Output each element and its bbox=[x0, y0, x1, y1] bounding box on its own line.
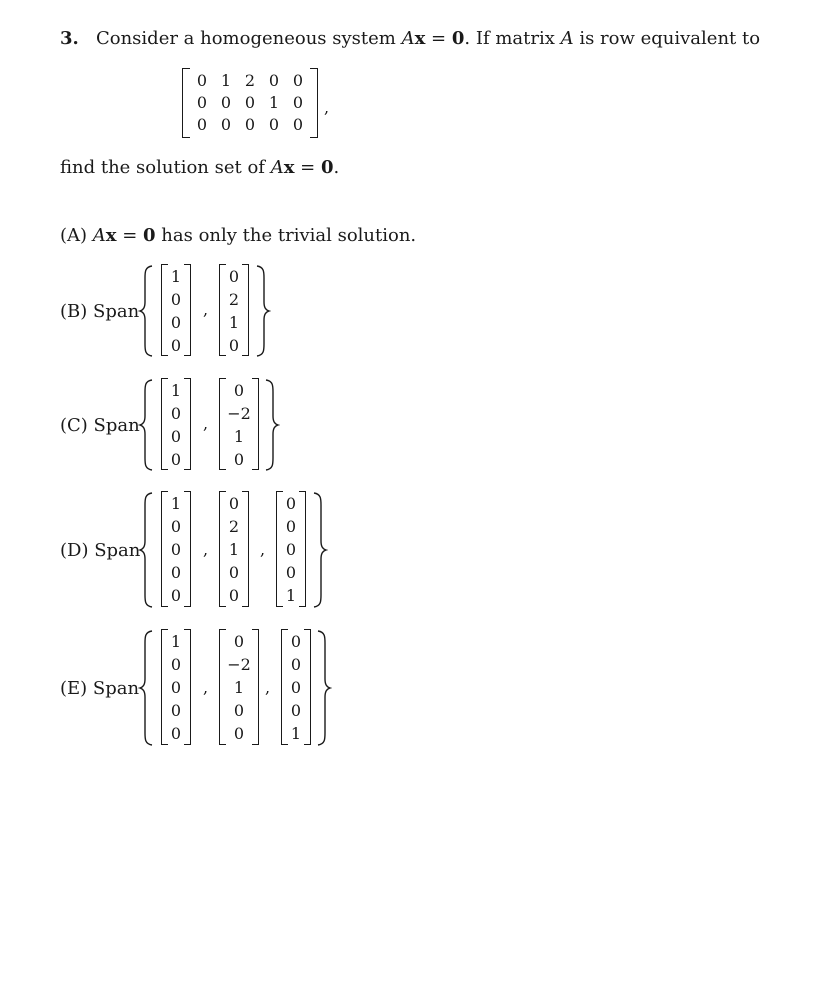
matrix-cell-r1-c4: 0 bbox=[268, 71, 280, 90]
option-a-label: (A) bbox=[60, 225, 88, 246]
matrix-cell-r3-c3: 0 bbox=[244, 115, 256, 134]
option-b-right-brace bbox=[255, 264, 271, 358]
vecD3-entry-3: 0 bbox=[285, 540, 297, 559]
option-c-label: (C) Span bbox=[60, 415, 140, 436]
vecC1-entry-3: 0 bbox=[170, 427, 182, 446]
matrix-left-bracket bbox=[182, 68, 190, 138]
vecE3-entry-3: 0 bbox=[290, 678, 302, 697]
vecE1-entry-3: 0 bbox=[170, 678, 182, 697]
option-d-comma-1: , bbox=[203, 540, 209, 559]
vecD1-entry-5: 0 bbox=[170, 586, 182, 605]
var-A: A bbox=[401, 28, 415, 49]
option-a bbox=[60, 225, 416, 246]
option-a-var-A: A bbox=[92, 225, 106, 246]
matrix-cell-r1-c3: 2 bbox=[244, 71, 256, 90]
vecD3-entry-4: 0 bbox=[285, 563, 297, 582]
option-b-comma: , bbox=[203, 300, 209, 319]
vecC2-entry-1: 0 bbox=[233, 381, 245, 400]
matrix-cell-r2-c2: 0 bbox=[220, 93, 232, 112]
vecB1-entry-2: 0 bbox=[170, 290, 182, 309]
vecE3-entry-4: 0 bbox=[290, 701, 302, 720]
option-d-right-brace bbox=[312, 491, 328, 609]
vecE2-entry-3: 1 bbox=[233, 678, 245, 697]
matrix-cell-r2-c3: 0 bbox=[244, 93, 256, 112]
find-period: . bbox=[333, 157, 340, 178]
matrix-cell-r1-c5: 0 bbox=[292, 71, 304, 90]
find-text: find the solution set of bbox=[60, 157, 271, 178]
vecE1-entry-2: 0 bbox=[170, 655, 182, 674]
option-d-label: (D) Span bbox=[60, 540, 141, 561]
row-equivalent-matrix bbox=[182, 68, 318, 138]
matrix-right-bracket bbox=[310, 68, 318, 138]
vecC2-entry-3: 1 bbox=[233, 427, 245, 446]
vecD1-entry-3: 0 bbox=[170, 540, 182, 559]
vecD2-entry-3: 1 bbox=[228, 540, 240, 559]
matrix-cell-r3-c4: 0 bbox=[268, 115, 280, 134]
find-line bbox=[60, 157, 339, 178]
vecE2-entry-2: −2 bbox=[227, 655, 251, 674]
option-e-left-brace bbox=[138, 629, 154, 747]
vecB1-entry-3: 0 bbox=[170, 313, 182, 332]
matrix-cell-r2-c4: 1 bbox=[268, 93, 280, 112]
vecC1-entry-1: 1 bbox=[170, 381, 182, 400]
var-A-3: A bbox=[270, 157, 284, 178]
vecE3-entry-2: 0 bbox=[290, 655, 302, 674]
matrix-cell-r3-c2: 0 bbox=[220, 115, 232, 134]
vecE1-entry-4: 0 bbox=[170, 701, 182, 720]
vecB2-entry-2: 2 bbox=[228, 290, 240, 309]
equals: = bbox=[425, 28, 452, 49]
option-b-label: (B) Span bbox=[60, 301, 140, 322]
equals-2: = bbox=[294, 157, 321, 178]
matrix-cell-r2-c5: 0 bbox=[292, 93, 304, 112]
question-line bbox=[60, 28, 760, 49]
var-A-2: A bbox=[560, 28, 574, 49]
var-x: x bbox=[414, 28, 426, 49]
option-e-vector-3 bbox=[281, 629, 311, 745]
vecE2-entry-1: 0 bbox=[233, 632, 245, 651]
option-a-text: has only the trivial solution. bbox=[155, 225, 417, 246]
vecB2-entry-3: 1 bbox=[228, 313, 240, 332]
option-a-zero: 0 bbox=[143, 225, 156, 246]
option-c-comma: , bbox=[203, 414, 209, 433]
vecB2-entry-1: 0 bbox=[228, 267, 240, 286]
option-c-left-brace bbox=[138, 378, 154, 472]
vecC2-entry-4: 0 bbox=[233, 450, 245, 469]
vecD1-entry-2: 0 bbox=[170, 517, 182, 536]
option-d-vector-1 bbox=[161, 491, 191, 607]
question-number: 3. bbox=[60, 28, 79, 49]
vecB2-entry-4: 0 bbox=[228, 336, 240, 355]
option-d-left-brace bbox=[138, 491, 154, 609]
vecB1-entry-1: 1 bbox=[170, 267, 182, 286]
vecE3-entry-1: 0 bbox=[290, 632, 302, 651]
matrix-cell-r2-c1: 0 bbox=[196, 93, 208, 112]
vecD2-entry-2: 2 bbox=[228, 517, 240, 536]
vecD3-entry-1: 0 bbox=[285, 494, 297, 513]
vecD2-entry-4: 0 bbox=[228, 563, 240, 582]
zero-vector-2: 0 bbox=[320, 157, 334, 178]
option-b-left-brace bbox=[138, 264, 154, 358]
option-d-comma-2: , bbox=[260, 540, 266, 559]
matrix-comma: , bbox=[324, 98, 330, 117]
vecE1-entry-1: 1 bbox=[170, 632, 182, 651]
option-a-equals: = bbox=[116, 225, 144, 246]
matrix-cell-r3-c1: 0 bbox=[196, 115, 208, 134]
vecC1-entry-2: 0 bbox=[170, 404, 182, 423]
zero-vector: 0 bbox=[451, 28, 465, 49]
vecD3-entry-2: 0 bbox=[285, 517, 297, 536]
option-c-right-brace bbox=[264, 378, 280, 472]
vecE2-entry-5: 0 bbox=[233, 724, 245, 743]
question-text-3: is row equivalent to bbox=[573, 28, 761, 49]
option-e-right-brace bbox=[316, 629, 332, 747]
option-b-vector-1 bbox=[161, 264, 191, 356]
option-e-label: (E) Span bbox=[60, 678, 140, 699]
vecC2-entry-2: −2 bbox=[227, 404, 251, 423]
option-c-vector-1 bbox=[161, 378, 191, 470]
matrix-cell-r3-c5: 0 bbox=[292, 115, 304, 134]
vecD2-entry-5: 0 bbox=[228, 586, 240, 605]
question-text-1: Consider a homogeneous system bbox=[95, 28, 402, 49]
vecD2-entry-1: 0 bbox=[228, 494, 240, 513]
option-d-vector-3 bbox=[276, 491, 306, 607]
var-x-2: x bbox=[283, 157, 295, 178]
vecE1-entry-5: 0 bbox=[170, 724, 182, 743]
vecE3-entry-5: 1 bbox=[290, 724, 302, 743]
vecD1-entry-1: 1 bbox=[170, 494, 182, 513]
vecC1-entry-4: 0 bbox=[170, 450, 182, 469]
vecD3-entry-5: 1 bbox=[285, 586, 297, 605]
option-e-vector-1 bbox=[161, 629, 191, 745]
option-a-var-x: x bbox=[105, 225, 117, 246]
matrix-cell-r1-c1: 0 bbox=[196, 71, 208, 90]
vecE2-entry-4: 0 bbox=[233, 701, 245, 720]
option-b-vector-2 bbox=[219, 264, 249, 356]
option-e-comma-2: , bbox=[265, 678, 271, 697]
vecD1-entry-4: 0 bbox=[170, 563, 182, 582]
option-c-vector-2 bbox=[219, 378, 259, 470]
option-d-vector-2 bbox=[219, 491, 249, 607]
matrix-cell-r1-c2: 1 bbox=[220, 71, 232, 90]
option-e-comma-1: , bbox=[203, 678, 209, 697]
option-e-vector-2 bbox=[219, 629, 259, 745]
question-text-2: . If matrix bbox=[464, 28, 561, 49]
vecB1-entry-4: 0 bbox=[170, 336, 182, 355]
